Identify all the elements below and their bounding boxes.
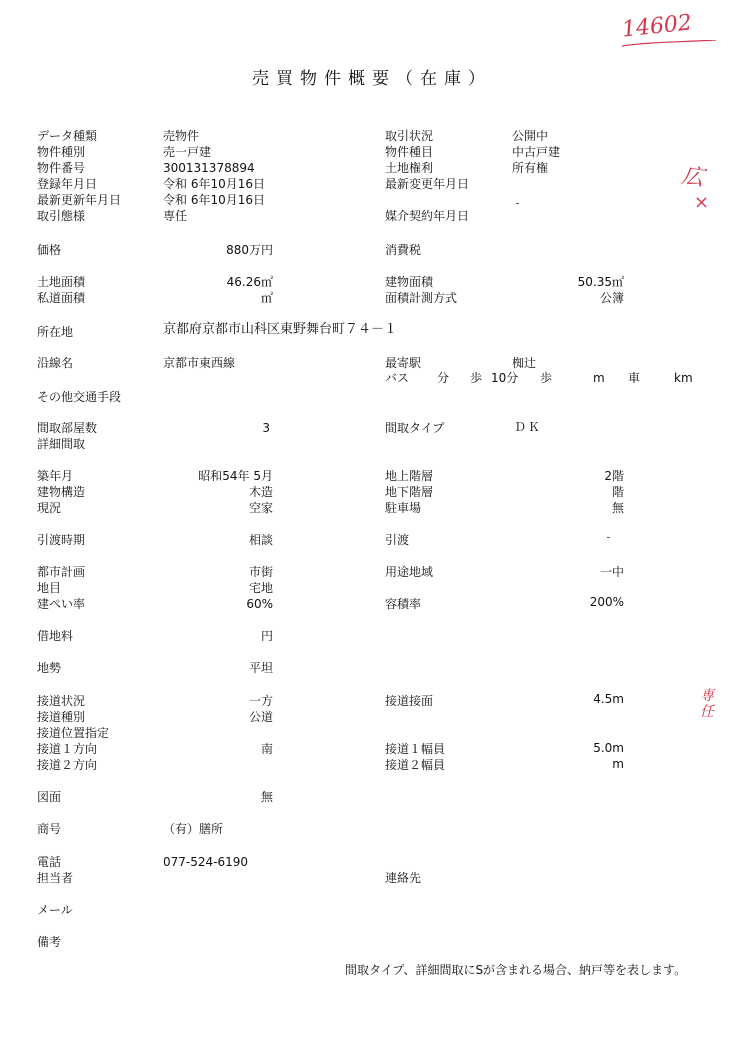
label-road-frontage: 接道接面	[385, 694, 434, 708]
label-land-cat: 地目	[37, 581, 62, 595]
walk-min-value: 10分	[491, 371, 519, 385]
label-agency-contract: 媒介契約年月日	[385, 209, 470, 223]
value-land-area: 46.26㎡	[226, 275, 273, 289]
value-deal-form: 専任	[163, 209, 188, 223]
label-built: 築年月	[37, 469, 74, 483]
value-trade-name: （有）膳所	[163, 822, 224, 836]
label-other-transport: その他交通手段	[37, 390, 122, 404]
value-area-method: 公簿	[599, 291, 624, 305]
value-property-type: 売一戸建	[163, 145, 212, 159]
label-trade-name: 商号	[37, 822, 62, 836]
value-deal-status: 公開中	[512, 129, 549, 143]
label-deal-form: 取引態様	[37, 209, 86, 223]
label-drawing: 図面	[37, 790, 62, 804]
label-land-right: 土地権利	[385, 161, 434, 175]
label-layout-type: 間取タイプ	[385, 421, 445, 435]
value-road-status: 一方	[248, 694, 273, 708]
value-floor-ratio: 200%	[589, 595, 624, 609]
label-handover: 引渡	[385, 533, 410, 547]
label-room-detail: 詳細間取	[37, 437, 86, 451]
bus-min-unit: 分	[437, 371, 450, 385]
value-road1-dir: 南	[260, 742, 273, 756]
label-mail: メール	[37, 903, 73, 917]
label-road-type: 接道種別	[37, 710, 86, 724]
label-person: 担当者	[37, 871, 74, 885]
label-property-item: 物件種目	[385, 145, 434, 159]
label-phone: 電話	[37, 855, 62, 869]
car-km-unit: km	[674, 371, 693, 385]
value-structure: 木造	[248, 485, 273, 499]
label-road2-width: 接道２幅員	[385, 758, 446, 772]
value-station: 椥辻	[512, 356, 537, 370]
label-road-status: 接道状況	[37, 694, 86, 708]
value-built: 昭和54年 5月	[198, 469, 273, 483]
value-road1-width: 5.0m	[593, 741, 624, 755]
handwritten-id: 14602	[620, 10, 694, 43]
handwritten-stroke	[620, 40, 720, 60]
value-city-plan: 市街	[248, 565, 273, 579]
value-private-road: ㎡	[260, 291, 273, 305]
value-status: 空家	[248, 501, 273, 515]
label-data-type: データ種類	[37, 129, 98, 143]
value-floors-below: 階	[611, 485, 624, 499]
value-layout-type: ＤＫ	[514, 420, 543, 434]
label-station: 最寄駅	[385, 356, 422, 370]
label-land-area: 土地面積	[37, 275, 86, 289]
label-road-position: 接道位置指定	[37, 726, 110, 740]
value-data-type: 売物件	[163, 129, 200, 143]
value-land-cat: 宅地	[248, 581, 273, 595]
label-zone: 用途地域	[385, 565, 434, 579]
label-price: 価格	[37, 243, 62, 257]
dash-mark	[516, 203, 519, 204]
document-title: 売買物件概要（在庫）	[252, 69, 492, 89]
walk-label: 歩	[470, 371, 483, 385]
label-city-plan: 都市計画	[37, 565, 86, 579]
label-road1-dir: 接道１方向	[37, 742, 98, 756]
label-structure: 建物構造	[37, 485, 86, 499]
label-reg-date: 登録年月日	[37, 177, 98, 191]
dash-mark	[607, 537, 610, 538]
label-building-area: 建物面積	[385, 275, 434, 289]
label-remarks: 備考	[37, 935, 62, 949]
label-line: 沿線名	[37, 356, 74, 370]
value-line: 京都市東西線	[163, 356, 236, 370]
label-road1-width: 接道１幅員	[385, 742, 446, 756]
label-rooms: 間取部屋数	[37, 421, 98, 435]
label-floors-below: 地下階層	[385, 485, 434, 499]
label-property-type: 物件種別	[37, 145, 86, 159]
value-road-type: 公道	[248, 710, 273, 724]
label-status: 現況	[37, 501, 62, 515]
label-floors-above: 地上階層	[385, 469, 434, 483]
value-lease-fee: 円	[260, 629, 273, 643]
label-coverage: 建ぺい率	[37, 597, 86, 611]
value-property-no: 300131378894	[163, 161, 255, 175]
value-drawing: 無	[260, 790, 273, 804]
label-road2-dir: 接道２方向	[37, 758, 98, 772]
label-private-road: 私道面積	[37, 291, 86, 305]
value-road2-width: m	[612, 757, 624, 771]
label-last-change: 最新変更年月日	[385, 177, 470, 191]
label-deal-status: 取引状況	[385, 129, 434, 143]
value-road-frontage: 4.5m	[593, 692, 624, 706]
label-floor-ratio: 容積率	[385, 597, 422, 611]
value-location: 京都府京都市山科区東野舞台町７４－１	[163, 322, 398, 337]
value-property-item: 中古戸建	[512, 145, 561, 159]
value-handover-time: 相談	[248, 533, 273, 547]
value-coverage: 60%	[246, 597, 273, 611]
handwritten-mark-2: ×	[694, 192, 710, 213]
value-floors-above: 2階	[604, 469, 624, 483]
label-upd-date: 最新更新年月日	[37, 193, 122, 207]
handwritten-mark-1: 広	[680, 163, 706, 192]
label-contact: 連絡先	[385, 871, 422, 885]
walk2-label: 歩	[540, 371, 553, 385]
value-building-area: 50.35㎡	[577, 275, 624, 289]
value-reg-date: 令和 6年10月16日	[163, 177, 265, 191]
car-label: 車	[628, 371, 641, 385]
label-lease-fee: 借地料	[37, 629, 74, 643]
label-handover-time: 引渡時期	[37, 533, 86, 547]
label-property-no: 物件番号	[37, 161, 86, 175]
label-terrain: 地勢	[37, 661, 62, 675]
label-parking: 駐車場	[385, 501, 422, 515]
value-zone: 一中	[599, 565, 624, 579]
label-location: 所在地	[37, 325, 74, 339]
value-rooms: 3	[262, 421, 270, 435]
value-terrain: 平坦	[248, 661, 273, 675]
label-area-method: 面積計測方式	[385, 291, 458, 305]
label-tax: 消費税	[385, 243, 422, 257]
walk-m-unit: m	[593, 371, 605, 385]
value-parking: 無	[611, 501, 624, 515]
bus-label: バス	[385, 371, 410, 385]
value-upd-date: 令和 6年10月16日	[163, 193, 265, 207]
handwritten-mark-3: 専任	[700, 688, 714, 720]
value-land-right: 所有権	[512, 161, 549, 175]
value-phone: 077-524-6190	[163, 855, 249, 869]
value-price: 880万円	[226, 243, 273, 257]
footnote: 間取タイプ、詳細間取にSが含まれる場合、納戸等を表します。	[345, 963, 687, 977]
